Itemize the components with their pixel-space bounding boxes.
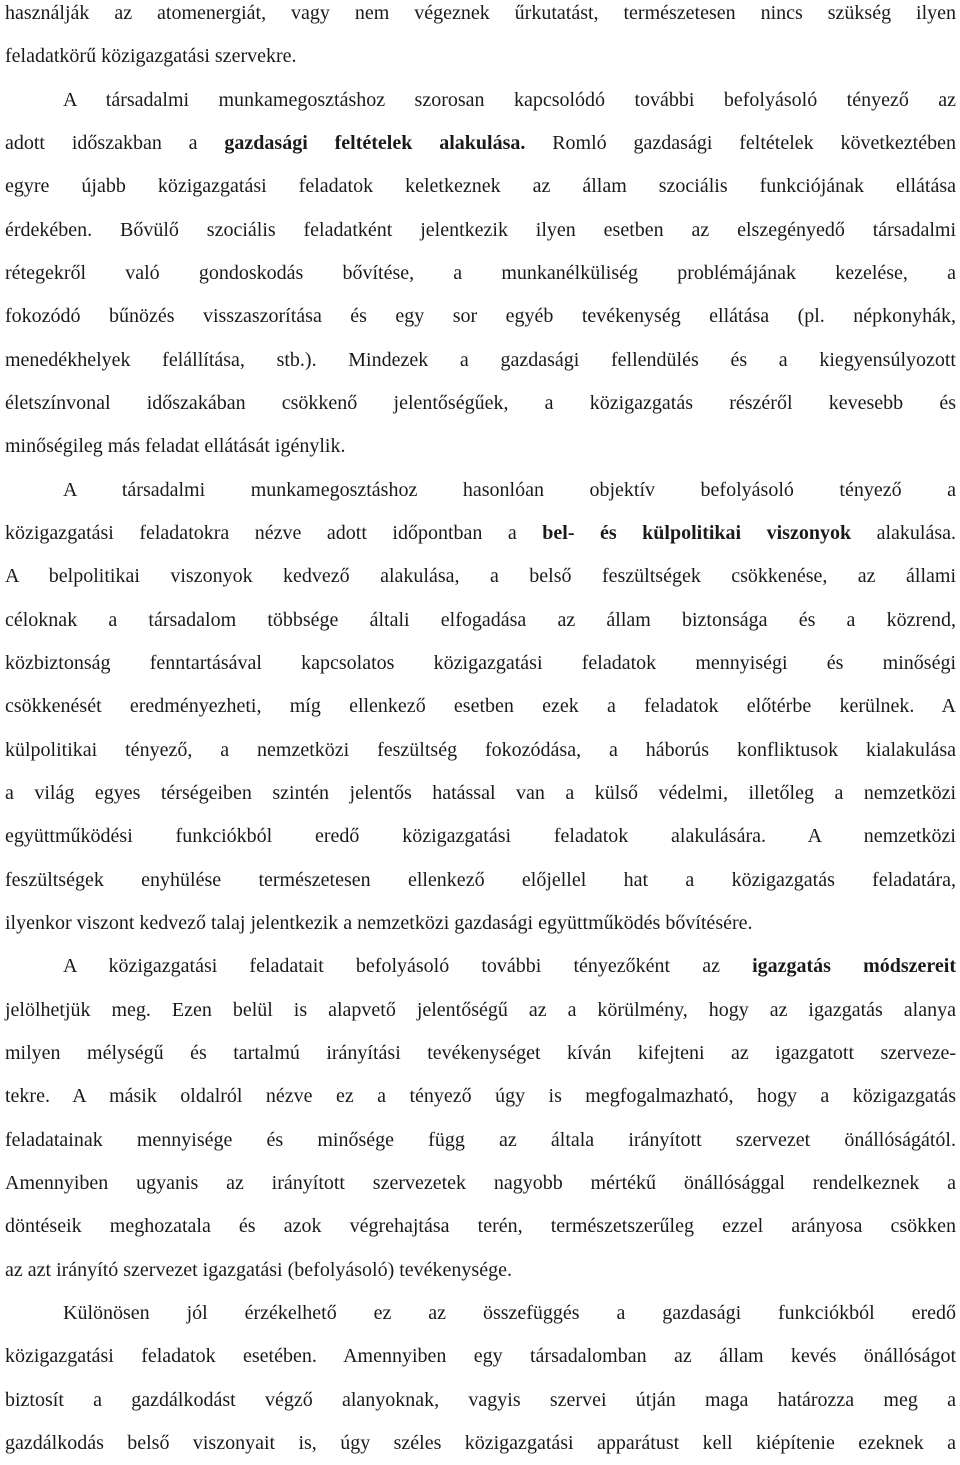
text-segment: döntéseik meghozatala és azok végrehajtása terén, természetszerűleg ezzel arányosa csökken [5,1215,956,1238]
text-segment: egyre újabb közigazgatási feladatok keletkeznek az állam szociális funkciójának ellátása [5,175,956,198]
text-line [5,512,956,555]
text-segment: Romló gazdasági feltételek következtében [525,131,956,154]
text-segment: a világ egyes térségeiben szintén jelentős hatással van a külső védelmi, illetőleg a nemzetközi [5,781,956,804]
text-segment: használják az atomenergiát, vagy nem végeznek űrkutatást, természetesen nincs szükség ilyen [5,2,956,24]
text-line [5,989,956,1032]
text-segment: ilyenkor viszont kedvező talaj jelentkezik a nemzetközi gazdasági együttműködés bővítésére. [5,911,753,934]
text-line [5,1205,956,1248]
text-line [5,1422,956,1465]
text-line [5,815,956,858]
text-segment: milyen mélységű és tartalmú irányítási tevékenységet kíván kifejteni az igazgatott szerveze- [5,1041,956,1064]
text-line [5,902,956,945]
text-segment: feladatkörű közigazgatási szervekre. [5,45,297,68]
text-line [5,642,956,685]
text-line [5,252,956,295]
text-segment: gazdálkodás belső viszonyait is, úgy széles közigazgatási apparátust kell kiépítenie ezeknek a [5,1431,956,1454]
text-line [5,1292,956,1335]
text-line [5,339,956,382]
bold-text: bel- és külpolitikai viszonyok [542,521,852,544]
text-segment: menedékhelyek felállítása, stb.). Mindezek a gazdasági fellendülés és a kiegyensúlyozott [5,348,956,371]
text-line [5,165,956,208]
text-segment: A társadalmi munkamegosztáshoz hasonlóan objektív befolyásoló tényező a [63,478,956,501]
text-segment: Amennyiben ugyanis az irányított szervezetek nagyobb mértékű önállósággal rendelkeznek a [5,1171,956,1194]
text-segment: A közigazgatási feladatait befolyásoló további tényezőként az [63,955,753,978]
text-segment: céloknak a társadalom többsége általi elfogadása az állam biztonsága és a közrend, [5,608,956,631]
text-segment: A társadalmi munkamegosztáshoz szorosan kapcsolódó további befolyásoló tényező az [63,88,956,111]
text-segment: érdekében. Bővülő szociális feladatként jelentkezik ilyen esetben az elszegényedő társadalmi [5,218,956,241]
text-line [5,122,956,165]
text-line [5,729,956,772]
text-line [5,945,956,988]
text-segment: jelölhetjük meg. Ezen belül is alapvető jelentőségű az a körülmény, hogy az igazgatás alanya [5,998,956,1021]
text-line [5,859,956,902]
text-line [5,1162,956,1205]
text-line [5,772,956,815]
text-segment: közigazgatási feladatokra nézve adott időpontban a [5,521,543,544]
text-segment: Különösen jól érzékelhető ez az összefüggés a gazdasági funkciókból eredő [63,1301,956,1324]
text-segment: együttműködési funkciókból eredő közigazgatási feladatok alakulására. A nemzetközi [5,825,956,848]
text-line [5,1075,956,1118]
text-segment: A belpolitikai viszonyok kedvező alakulása, a belső feszültségek csökkenése, az állami [5,565,956,588]
text-line [5,0,956,35]
text-line [5,599,956,642]
text-line [5,295,956,338]
text-line [5,1032,956,1075]
text-segment: adott időszakban a [5,131,225,154]
bold-text: igazgatás módszereit [752,955,957,978]
text-line [5,1119,956,1162]
text-line [5,79,956,122]
text-line [5,209,956,252]
text-line [5,555,956,598]
text-segment: közigazgatási feladatok esetében. Amennyiben egy társadalomban az állam kevés önállóságot [5,1345,956,1368]
text-line [5,382,956,425]
text-segment: az azt irányító szervezet igazgatási (befolyásoló) tevékenysége. [5,1258,512,1281]
document-page [5,0,956,1465]
text-segment: feszültségek enyhülése természetesen ellenkező előjellel hat a közigazgatás feladatára, [5,868,956,891]
text-segment: biztosít a gazdálkodást végző alanyoknak, vagyis szervei útján maga határozza meg a [5,1388,956,1411]
text-line [5,1249,956,1292]
text-segment: feladatainak mennyisége és minősége függ az általa irányított szervezet önállóságától. [5,1128,956,1151]
text-line [5,1379,956,1422]
text-segment: alakulása. [851,521,957,544]
text-segment: közbiztonság fenntartásával kapcsolatos közigazgatási feladatok mennyiségi és minőségi [5,651,956,674]
text-segment: rétegekről való gondoskodás bővítése, a munkanélküliség problémájának kezelése, a [5,261,956,284]
text-line [5,469,956,512]
text-line [5,1335,956,1378]
text-segment: minőségileg más feladat ellátását igénylik. [5,435,346,458]
text-line [5,35,956,78]
bold-text: gazdasági feltételek alakulása. [224,131,526,154]
text-segment: külpolitikai tényező, a nemzetközi feszültség fokozódása, a háborús konfliktusok kialakulása [5,738,956,761]
text-line [5,685,956,728]
text-segment: életszínvonal időszakában csökkenő jelentőségűek, a közigazgatás részéről kevesebb és [5,391,956,414]
text-line [5,425,956,468]
text-segment: fokozódó bűnözés visszaszorítása és egy sor egyéb tevékenység ellátása (pl. népkonyhák, [5,305,956,328]
text-segment: csökkenését eredményezheti, míg ellenkező esetben ezek a feladatok előtérbe kerülnek. A [5,695,956,718]
text-segment: tekre. A másik oldalról nézve ez a tényező úgy is megfogalmazható, hogy a közigazgatás [5,1085,956,1108]
